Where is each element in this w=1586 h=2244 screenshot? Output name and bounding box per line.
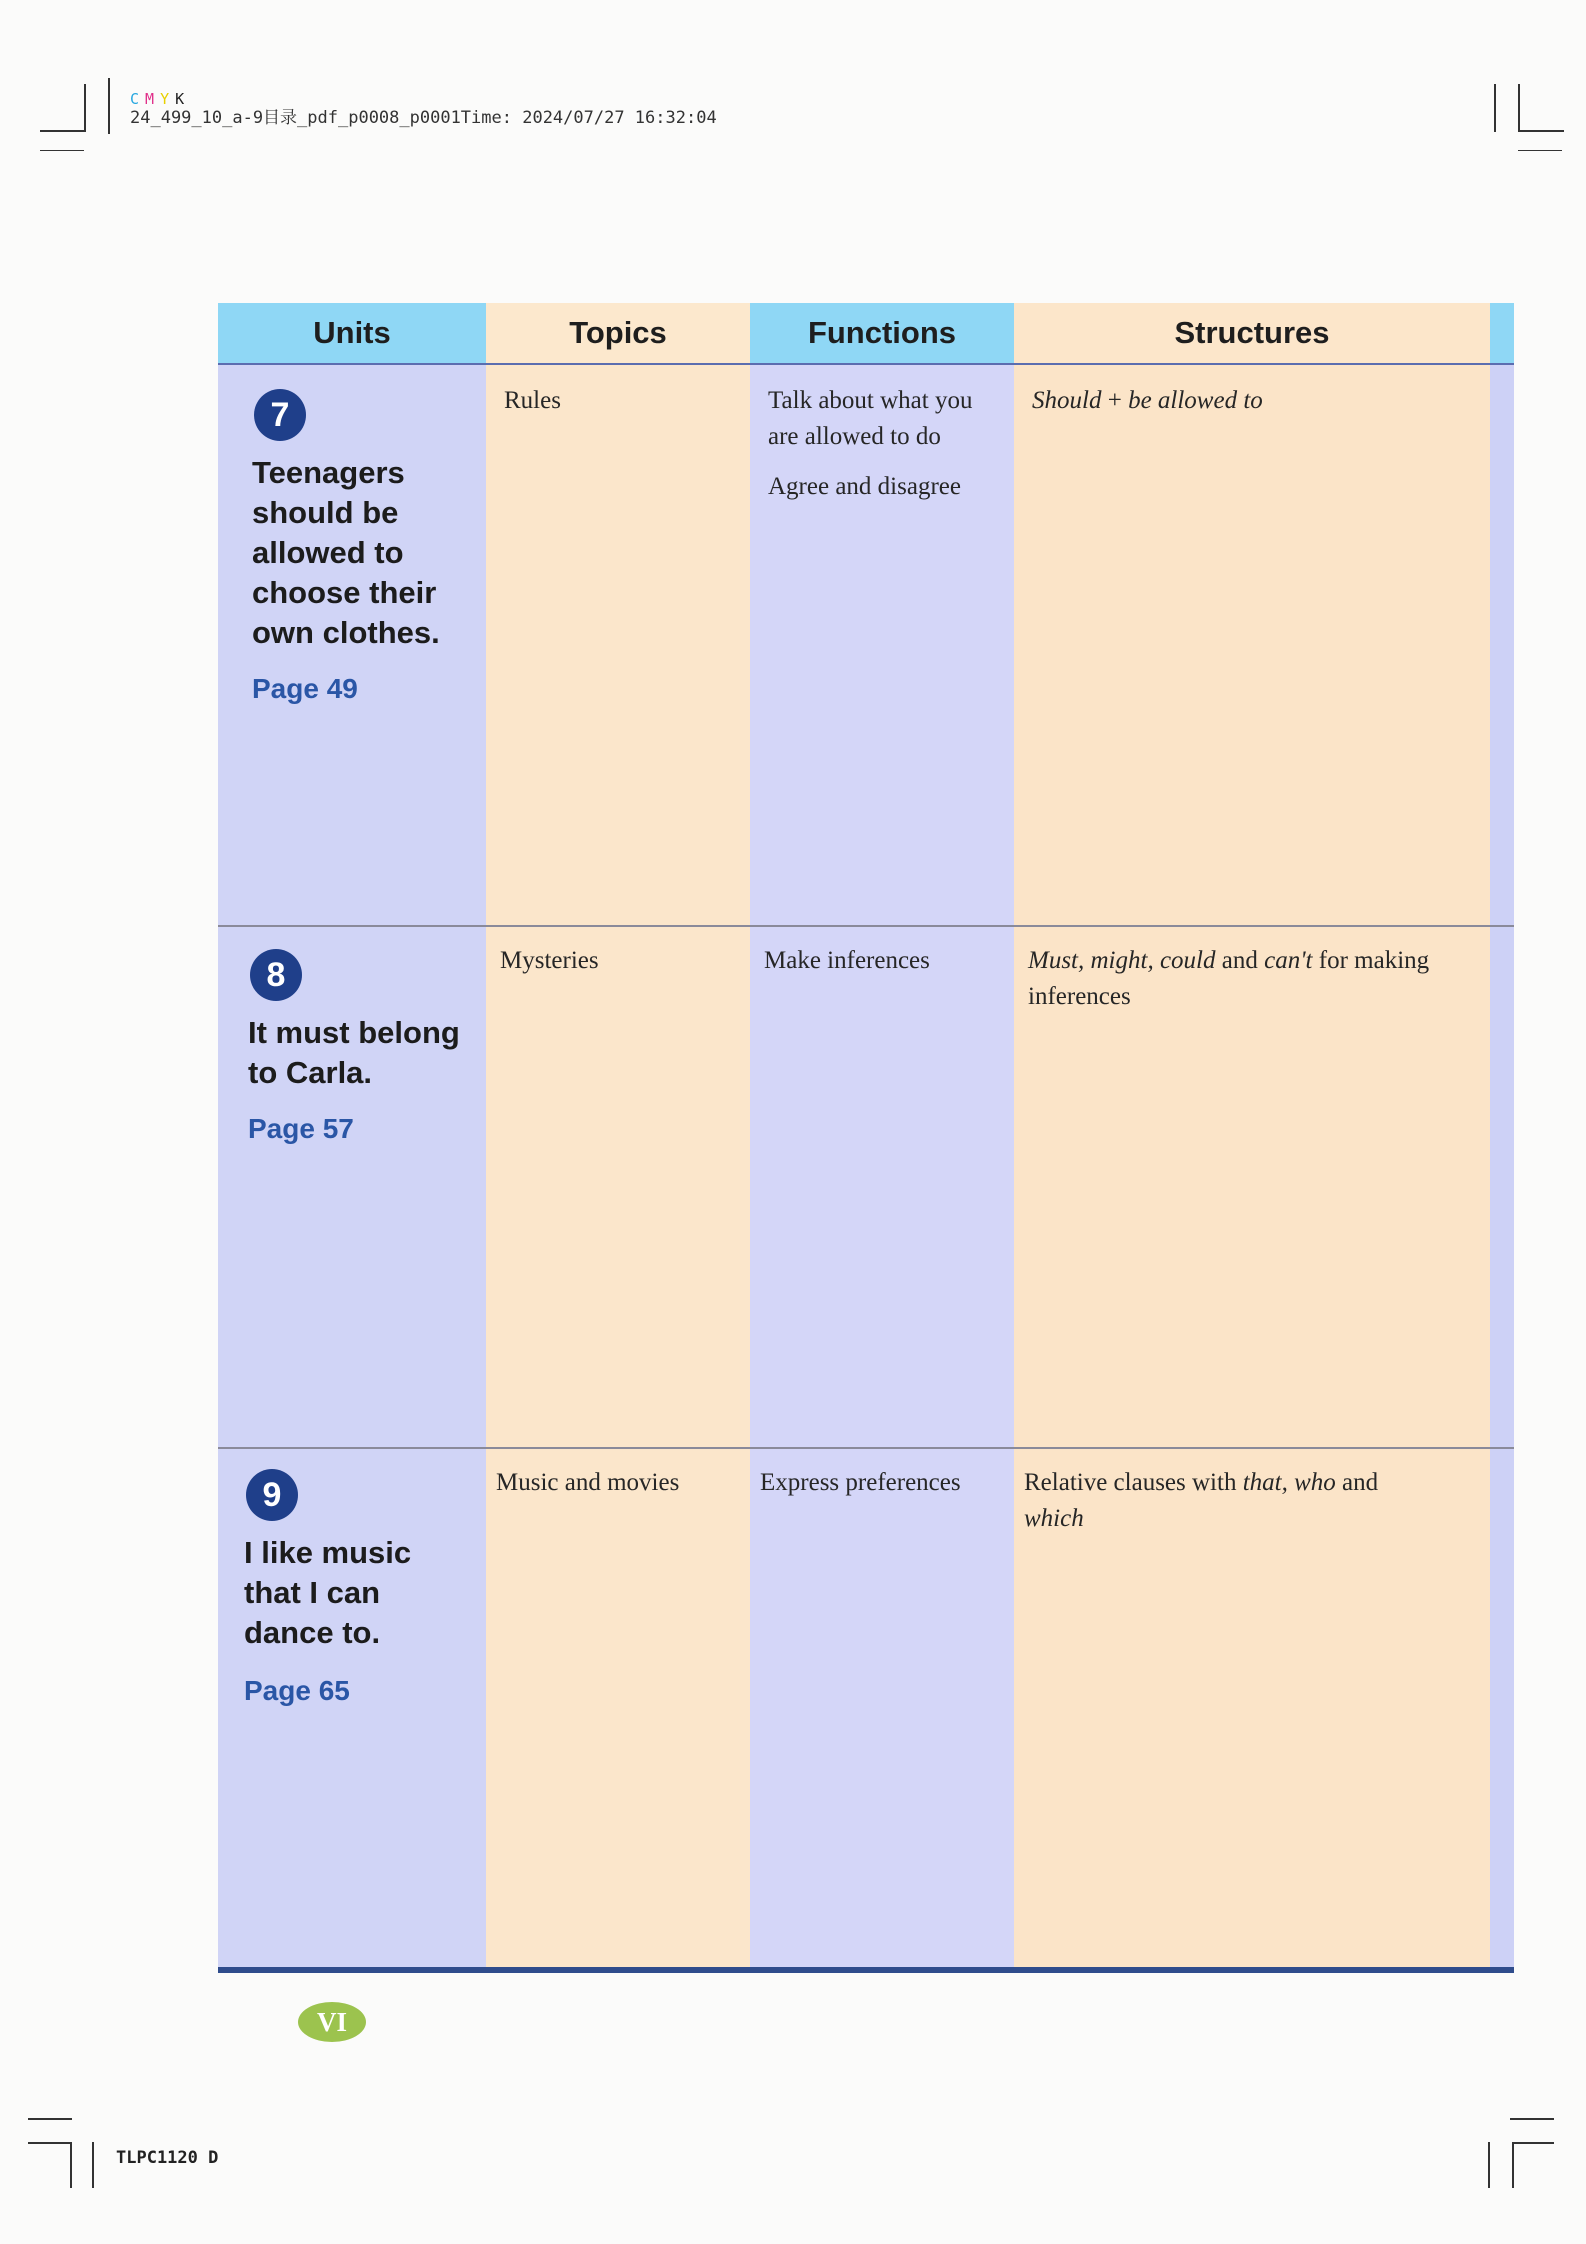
structure-text: Relative clauses with [1024, 1469, 1243, 1496]
structure-text: and [1215, 947, 1265, 974]
unit-number-badge: 7 [254, 389, 306, 441]
topic-cell: Mysteries [500, 947, 599, 974]
topic-cell: Music and movies [496, 1469, 680, 1496]
page-number-badge: VI [298, 2002, 366, 2042]
structure-text: and [1335, 1469, 1379, 1496]
print-code: TLPC1120 D [116, 2148, 219, 2168]
function-item: Talk about what you are allowed to do [768, 387, 973, 450]
functions-column-bg [750, 303, 1014, 1973]
cmyk-c: C [130, 90, 140, 108]
topics-column-bg [486, 303, 750, 1973]
structure-cell [1032, 383, 1472, 419]
unit-title: I like music that I can dance to. [244, 1535, 412, 1650]
file-info: 24_499_10_a-9目录_pdf_p0008_p0001Time: 2024/07/27 16:32:04 [130, 108, 717, 128]
topic-cell: Rules [504, 387, 561, 414]
crop-mark [1512, 2142, 1514, 2188]
function-item: Agree and disagree [768, 473, 961, 500]
structure-text: + [1101, 387, 1129, 414]
edge-column-bg [1490, 303, 1514, 1973]
crop-mark [1518, 84, 1520, 132]
crop-mark [28, 2118, 72, 2120]
crop-mark [1494, 84, 1496, 132]
structure-text: be allowed to [1128, 387, 1263, 414]
crop-mark [40, 130, 86, 132]
unit-page-link[interactable]: Page 65 [244, 1675, 350, 1706]
unit-title: Teenagers should be allowed to choose their own clothes. [252, 455, 440, 650]
structure-text: can't [1264, 947, 1313, 974]
structure-text: Must, might, could [1028, 947, 1216, 974]
structure-cell [1028, 943, 1468, 1015]
crop-mark [1510, 2118, 1554, 2120]
crop-mark [92, 2142, 94, 2188]
unit-page-link[interactable]: Page 49 [252, 673, 358, 704]
structure-text: Should [1032, 387, 1102, 414]
structures-column-bg [1014, 303, 1490, 1973]
function-item: Express preferences [760, 1469, 961, 1496]
contents-table [218, 303, 1514, 1973]
crop-mark [1512, 2142, 1554, 2144]
cmyk-m: M [145, 90, 155, 108]
unit-number-badge: 9 [246, 1469, 298, 1521]
row-divider [218, 925, 1514, 927]
unit-page-link[interactable]: Page 57 [248, 1113, 354, 1144]
crop-mark [70, 2142, 72, 2188]
cmyk-y: Y [160, 90, 170, 108]
crop-mark [28, 2142, 72, 2144]
structure-text: that, who [1242, 1469, 1336, 1496]
structure-cell [1024, 1465, 1424, 1537]
print-slug [130, 90, 717, 128]
cmyk-k: K [175, 90, 185, 108]
crop-mark [40, 150, 84, 151]
crop-mark [1518, 130, 1564, 132]
row-divider [218, 1447, 1514, 1449]
header-structures: Structures [1014, 303, 1490, 363]
table-bottom-rule [218, 1967, 1514, 1973]
crop-mark [1488, 2142, 1490, 2188]
header-rule [218, 363, 1514, 365]
header-units: Units [218, 303, 486, 363]
header-functions: Functions [750, 303, 1014, 363]
function-item: Make inferences [764, 947, 930, 974]
structure-text: which [1024, 1505, 1084, 1532]
unit-number-badge: 8 [250, 949, 302, 1001]
crop-mark [84, 84, 86, 132]
header-edge [1490, 303, 1514, 363]
header-topics: Topics [486, 303, 750, 363]
cmyk-marks [130, 90, 717, 109]
structure-text: for making inferences [1028, 947, 1430, 1010]
crop-mark [108, 78, 110, 134]
unit-title: It must belong to Carla. [248, 1015, 460, 1090]
crop-mark [1518, 150, 1562, 151]
